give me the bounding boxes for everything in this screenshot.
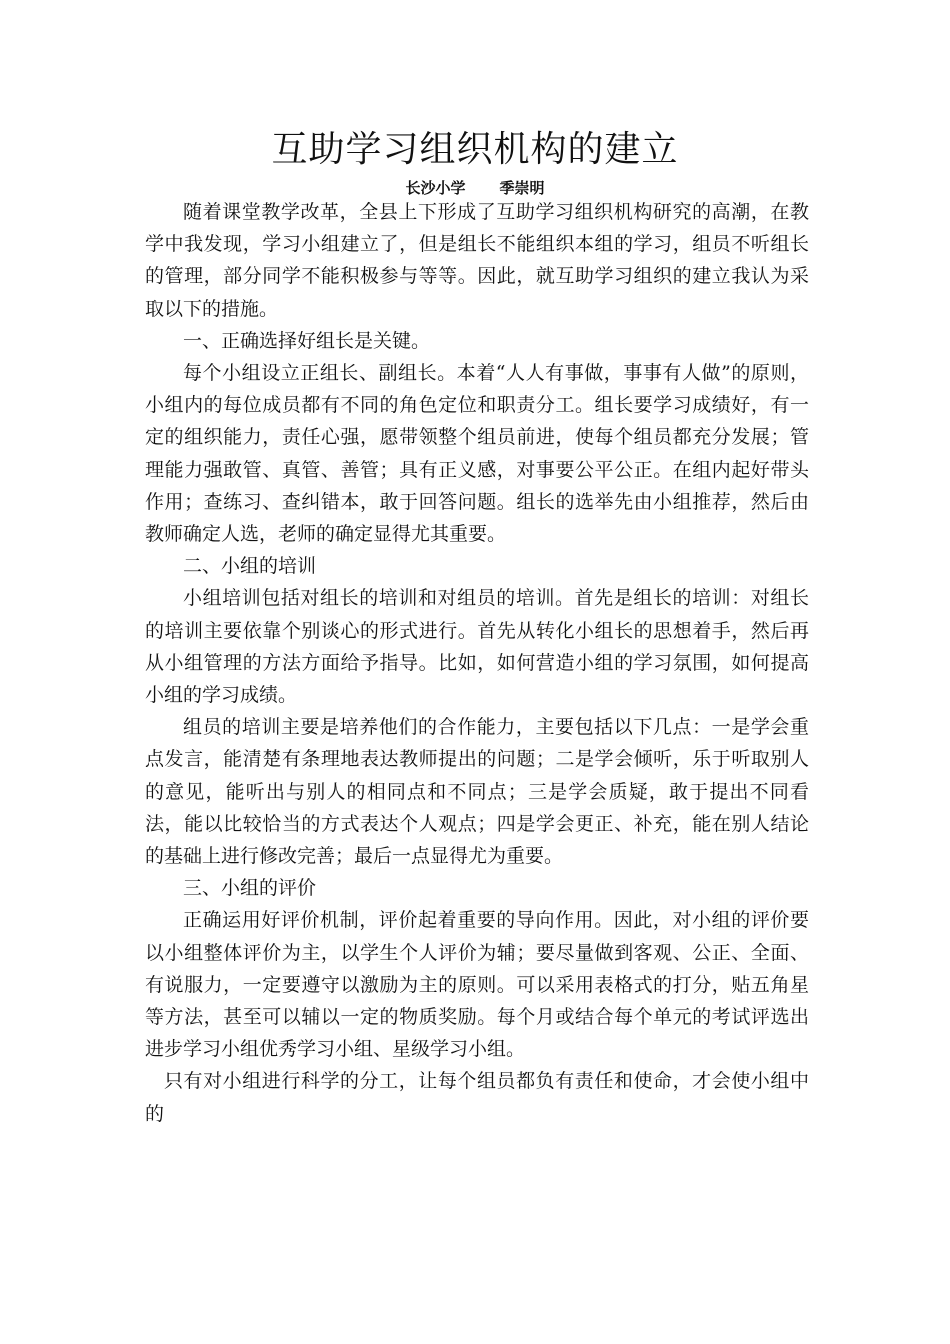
school-name: 长沙小学 (405, 179, 466, 197)
section-heading-3: 三、小组的评价 (183, 877, 317, 900)
author-name: 季崇明 (499, 179, 545, 197)
document-title: 互助学习组织机构的建立 (271, 129, 679, 170)
paragraph-group-leader: 每个小组设立正组长、副组长。本着“人人有事做，事事有人做”的原则，小组内的每位成员都有不同的角色定位和职责分工。组长要学习成绩好，有一定的组织能力，责任心强，愿带领整个组员前进，使每个组员都充分发展；管理能力强敢管、真管、善管；具有正义感，对事要公平公正。在组内起好带头作用；查练习、查纠错本，敢于回答问题。组长的选举先由小组推荐，然后由教师确定人选，老师的确定显得尤其重要。 (145, 362, 809, 546)
document-body (145, 196, 809, 1130)
paragraph-leader-training: 小组培训包括对组长的培训和对组员的培训。首先是组长的培训：对组长的培训主要依靠个别谈心的形式进行。首先从转化小组长的思想着手，然后再从小组管理的方法方面给予指导。比如，如何营造小组的学习氛围，如何提高小组的学习成绩。 (145, 587, 809, 707)
paragraph-conclusion: 只有对小组进行科学的分工，让每个组员都负有责任和使命，才会使小组中的 (145, 1070, 809, 1125)
paragraph-member-training: 组员的培训主要是培养他们的合作能力，主要包括以下几点：一是学会重点发言，能清楚有条理地表达教师提出的问题；二是学会倾听，乐于听取别人的意见，能听出与别人的相同点和不同点；三是学会质疑，敢于提出不同看法，能以比较恰当的方式表达个人观点；四是学会更正、补充，能在别人结论的基础上进行修改完善；最后一点显得尤为重要。 (145, 716, 809, 868)
paragraph-evaluation: 正确运用好评价机制，评价起着重要的导向作用。因此，对小组的评价要以小组整体评价为主，以学生个人评价为辅；要尽量做到客观、公正、全面、有说服力，一定要遵守以激励为主的原则。可以采用表格式的打分，贴五角星等方法，甚至可以辅以一定的物质奖励。每个月或结合每个单元的考试评选出进步学习小组优秀学习小组、星级学习小组。 (145, 909, 809, 1061)
paragraph-intro: 随着课堂教学改革，全县上下形成了互助学习组织机构研究的高潮，在教学中我发现，学习小组建立了，但是组长不能组织本组的学习，组员不听组长的管理，部分同学不能积极参与等等。因此，就互助学习组织的建立我认为采取以下的措施。 (145, 201, 809, 320)
section-heading-2: 二、小组的培训 (183, 555, 317, 578)
section-heading-1: 一、正确选择好组长是关键。 (183, 329, 431, 352)
byline (0, 178, 950, 198)
